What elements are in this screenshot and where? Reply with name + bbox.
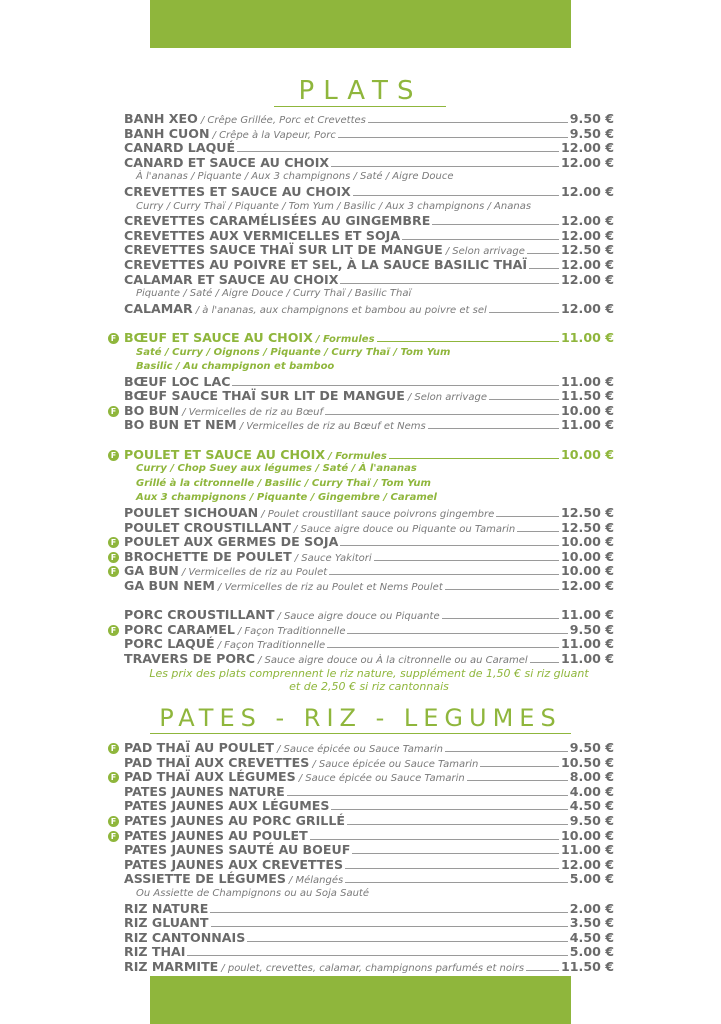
price-leader-line [374, 560, 559, 561]
price-leader-line [529, 268, 559, 269]
menu-item-description: / Sauce épicée ou Sauce Tamarin [312, 758, 479, 770]
price-leader-line [527, 253, 559, 254]
menu-item-name: GA BUN [124, 563, 179, 579]
price-leader-line [329, 574, 559, 575]
menu-item-description: / Selon arrivage [445, 246, 525, 258]
menu-item [124, 785, 614, 800]
menu-item-price: 3.50 € [569, 915, 614, 931]
menu-item-description: / à l'ananas, aux champignons et bambou au poivre et sel [195, 304, 487, 316]
formule-badge-icon: F [108, 537, 119, 548]
menu-item-description: / Sauce aigre douce ou Piquante [277, 611, 440, 623]
menu-item-name: PAD THAÏ AU POULET [124, 740, 274, 755]
menu-item-name: CALAMAR ET SAUCE AU CHOIX [124, 271, 339, 287]
menu-item [110, 402, 614, 419]
menu-item-name: PORC CROUSTILLANT [124, 607, 275, 623]
menu-item-description: / Vermicelles de riz au Poulet [181, 567, 328, 579]
menu-item [124, 506, 614, 521]
price-leader-line [442, 618, 559, 619]
menu-item [110, 329, 614, 346]
menu-item [124, 608, 614, 623]
price-leader-line [347, 633, 567, 634]
menu-item-price: 12.00 € [561, 154, 614, 170]
price-leader-line [489, 312, 559, 313]
price-leader-line [352, 853, 559, 854]
price-leader-line [331, 809, 567, 810]
menu-item-price: 12.50 € [561, 242, 614, 258]
price-leader-line [526, 970, 559, 971]
menu-item-name: CANARD LAQUÉ [124, 140, 236, 156]
price-leader-line [237, 151, 559, 152]
pates-section [110, 740, 614, 975]
menu-item [124, 302, 614, 317]
menu-item-description: / Crêpe à la Vapeur, Porc [212, 129, 336, 141]
bottom-banner [150, 976, 571, 1024]
menu-item [124, 243, 614, 258]
plats-group-beef [110, 329, 614, 433]
menu-item [124, 916, 614, 931]
menu-item-name: TRAVERS DE PORC [124, 650, 255, 666]
price-leader-line [211, 926, 568, 927]
menu-item-description: / Crêpe Grillée, Porc et Crevettes [200, 115, 366, 126]
menu-item-name: CALAMAR [124, 300, 193, 316]
menu-item [110, 769, 614, 785]
menu-item-price: 11.50 € [561, 958, 614, 974]
price-leader-line [331, 166, 559, 167]
menu-item [110, 812, 614, 829]
menu-item [124, 872, 614, 887]
menu-item-name: CREVETTES AU POIVRE ET SEL, À LA SAUCE BASILIC THAÏ [124, 256, 528, 272]
menu-item-options: Aux 3 champignons / Piquante / Gingembre / Caramel [136, 492, 437, 504]
price-leader-line [489, 399, 559, 400]
menu-item-description: / Formules [315, 333, 375, 345]
menu-item [110, 827, 614, 844]
price-leader-line [345, 882, 568, 883]
price-leader-line [445, 589, 559, 590]
menu-item-price: 12.50 € [561, 505, 614, 521]
plats-group-chicken [110, 446, 614, 594]
menu-item-price: 10.00 € [561, 446, 614, 462]
menu-item-name: RIZ CANTONNAIS [124, 929, 246, 945]
menu-item-price: 9.50 € [569, 812, 614, 828]
menu-item-name: POULET SICHOUAN [124, 505, 259, 521]
formule-badge-icon: F [108, 552, 119, 563]
menu-item [124, 127, 614, 142]
formule-badge-icon: F [108, 772, 119, 783]
menu-item-price: 11.00 € [561, 607, 614, 623]
formule-badge-icon: F [108, 743, 119, 754]
menu-item [124, 858, 614, 873]
menu-item-options: Curry / Chop Suey aux légumes / Saté / À l'ananas [136, 463, 417, 475]
menu-item-price: 10.00 € [561, 548, 614, 564]
menu-item [124, 389, 614, 404]
menu-item-description: / Poulet croustillant sauce poivrons gingembre [261, 509, 495, 521]
formule-badge-icon: F [108, 333, 119, 344]
menu-item [124, 375, 614, 390]
menu-item [124, 258, 614, 273]
menu-item [124, 799, 614, 814]
menu-item-price: 2.00 € [569, 900, 614, 916]
menu-item-description: / Sauce épicée ou Sauce Tamarin [298, 773, 465, 785]
plats-group-seafood [124, 112, 614, 316]
pates-heading-underline [150, 733, 571, 734]
menu-item [124, 945, 614, 960]
menu-item-price: 5.00 € [569, 944, 614, 960]
price-leader-line [377, 341, 559, 342]
menu-item-description: / Sauce aigre douce ou À la citronnelle ou au Caramel [258, 654, 528, 666]
menu-item-price: 12.00 € [561, 856, 614, 872]
menu-item-price: 12.00 € [561, 183, 614, 199]
menu-item-name: BANH XEO [124, 111, 198, 126]
menu-item-name: PAD THAÏ AUX CREVETTES [124, 754, 310, 770]
menu-item-name: PATES JAUNES NATURE [124, 783, 285, 799]
menu-item-name: BANH CUON [124, 125, 210, 141]
menu-item-name: CANARD ET SAUCE AU CHOIX [124, 154, 330, 170]
price-leader-line [325, 414, 559, 415]
menu-item [124, 902, 614, 917]
menu-item-name: BO BUN [124, 402, 180, 418]
menu-item-price: 11.50 € [561, 388, 614, 404]
menu-item [124, 521, 614, 536]
price-leader-line [338, 137, 568, 138]
menu-item-name: PAD THAÏ AUX LÉGUMES [124, 769, 296, 785]
menu-item [124, 960, 614, 975]
price-leader-line [389, 458, 559, 459]
menu-item-price: 9.50 € [569, 125, 614, 141]
menu-item-description: / Sauce épicée ou Sauce Tamarin [276, 744, 443, 755]
menu-item-name: POULET AUX GERMES DE SOJA [124, 534, 339, 550]
price-leader-line [210, 912, 567, 913]
menu-item [124, 652, 614, 667]
menu-item-price: 12.00 € [561, 213, 614, 229]
menu-item-name: GA BUN NEM [124, 578, 215, 593]
menu-item-name: BO BUN ET NEM [124, 417, 237, 433]
formule-badge-icon: F [108, 625, 119, 636]
menu-item-name: RIZ THAI [124, 944, 186, 960]
menu-item-price: 12.50 € [561, 519, 614, 535]
menu-item-name: PATES JAUNES AU POULET [124, 827, 308, 843]
menu-item [124, 579, 614, 594]
menu-item-price: 11.00 € [561, 636, 614, 652]
menu-item [124, 418, 614, 433]
top-banner [150, 0, 571, 48]
price-leader-line [517, 531, 559, 532]
menu-item-name: POULET CROUSTILLANT [124, 519, 291, 535]
menu-item-description: / Mélangés [288, 875, 344, 887]
menu-item-description: / Vermicelles de riz au Bœuf [182, 406, 324, 418]
menu-item-name: CREVETTES ET SAUCE AU CHOIX [124, 183, 351, 199]
menu-item [124, 637, 614, 652]
formule-badge-icon: F [108, 566, 119, 577]
price-leader-line [432, 224, 559, 225]
menu-item-price: 11.00 € [561, 329, 614, 345]
formule-badge-icon: F [108, 831, 119, 842]
plats-heading-underline [274, 106, 446, 107]
menu-item-price: 11.00 € [561, 417, 614, 433]
menu-item-name: RIZ NATURE [124, 900, 209, 916]
price-leader-line [232, 385, 559, 386]
menu-item [110, 534, 614, 550]
price-leader-line [345, 868, 559, 869]
menu-item [110, 446, 614, 463]
menu-item-description: / Formules [328, 450, 387, 462]
price-leader-line [353, 195, 559, 196]
price-leader-line [368, 122, 568, 123]
menu-item-price: 10.00 € [561, 827, 614, 843]
menu-item-price: 11.00 € [561, 650, 614, 666]
price-leader-line [327, 647, 559, 648]
menu-item [124, 273, 614, 288]
menu-item-description: / Selon arrivage [407, 392, 487, 404]
menu-item-price: 9.50 € [569, 740, 614, 755]
menu-item-price: 12.00 € [561, 578, 614, 593]
menu-item-price: 5.00 € [569, 871, 614, 887]
pates-heading: PATES - RIZ - LEGUMES [159, 704, 562, 732]
menu-item-price: 4.50 € [569, 929, 614, 945]
menu-item-description: / Vermicelles de riz au Bœuf et Nems [239, 421, 426, 433]
pates-items [110, 740, 614, 975]
plats-heading: PLATS [298, 76, 423, 106]
menu-item-price: 12.00 € [561, 271, 614, 287]
menu-item-description: / Sauce Yakitori [294, 552, 372, 564]
menu-item-description: / Vermicelles de riz au Poulet et Nems Poulet [217, 582, 443, 593]
menu-item-name: CREVETTES AUX VERMICELLES ET SOJA [124, 227, 401, 243]
menu-item-name: RIZ MARMITE [124, 958, 219, 974]
price-leader-line [310, 839, 559, 840]
menu-item-name: PATES JAUNES SAUTÉ AU BOEUF [124, 842, 351, 858]
price-leader-line [496, 516, 559, 517]
menu-item-name: CREVETTES SAUCE THAÏ SUR LIT DE MANGUE [124, 242, 443, 258]
price-leader-line [428, 428, 559, 429]
rice-note-line-1: Les prix des plats comprennent le riz nature, supplément de 1,50 € si riz gluant [149, 666, 589, 680]
price-leader-line [480, 766, 559, 767]
menu-item-options: Saté / Curry / Oignons / Piquante / Curry Thaï / Tom Yum [136, 346, 451, 358]
price-leader-line [445, 751, 568, 752]
menu-item [110, 548, 614, 565]
menu-item-price: 12.00 € [561, 227, 614, 243]
menu-item-name: BŒUF LOC LAC [124, 373, 231, 389]
menu-item-name: POULET ET SAUCE AU CHOIX [124, 446, 326, 462]
menu-item-name: CREVETTES CARAMÉLISÉES AU GINGEMBRE [124, 213, 431, 229]
menu-item-description: / Façon Traditionnelle [217, 640, 326, 652]
menu-item [124, 112, 614, 127]
price-leader-line [530, 662, 559, 663]
menu-item-options: Grillé à la citronnelle / Basilic / Curry Thaï / Tom Yum [136, 477, 431, 489]
menu-item-name: ASSIETTE DE LÉGUMES [124, 871, 286, 887]
price-leader-line [187, 955, 567, 956]
menu-item [124, 931, 614, 946]
menu-item [124, 156, 614, 171]
plats-section [110, 111, 614, 694]
price-leader-line [467, 780, 568, 781]
menu-item-name: PORC LAQUÉ [124, 636, 215, 652]
menu-item-options: Basilic / Au champignon et bamboo [136, 361, 335, 373]
menu-item-price: 10.00 € [561, 534, 614, 550]
menu-item-description: / poulet, crevettes, calamar, champignons parfumés et noirs [221, 962, 525, 974]
menu-item-price: 9.50 € [569, 111, 614, 126]
menu-item-price: 11.00 € [561, 842, 614, 858]
price-leader-line [347, 824, 568, 825]
menu-item-name: PATES JAUNES AUX CREVETTES [124, 856, 344, 872]
menu-item-price: 12.00 € [561, 300, 614, 316]
formule-badge-icon: F [108, 406, 119, 417]
menu-item-name: BROCHETTE DE POULET [124, 548, 292, 564]
menu-item-name: RIZ GLUANT [124, 915, 209, 931]
formule-badge-icon: F [108, 816, 119, 827]
menu-item [110, 740, 614, 756]
menu-item-name: BŒUF ET SAUCE AU CHOIX [124, 329, 313, 345]
menu-item-name: PATES JAUNES AU PORC GRILLÉ [124, 812, 345, 828]
menu-item-price: 8.00 € [569, 769, 614, 785]
menu-item [124, 141, 614, 156]
menu-item [124, 185, 614, 200]
price-leader-line [247, 941, 567, 942]
rice-note-line-2: et de 2,50 € si riz cantonnais [289, 680, 449, 694]
price-leader-line [402, 239, 559, 240]
menu-item-options: Curry / Curry Thaï / Piquante / Tom Yum / Basilic / Aux 3 champignons / Ananas [136, 200, 532, 212]
menu-item-name: PATES JAUNES AUX LÉGUMES [124, 798, 330, 814]
price-leader-line [340, 545, 559, 546]
menu-item-price: 10.00 € [561, 563, 614, 579]
menu-item-name: PORC CARAMEL [124, 621, 235, 637]
menu-item-price: 12.00 € [561, 140, 614, 156]
menu-item-price: 9.50 € [569, 621, 614, 637]
menu-item-options: Ou Assiette de Champignons ou au Soja Sauté [136, 887, 369, 899]
menu-item [124, 843, 614, 858]
formule-badge-icon: F [108, 450, 119, 461]
menu-item-description: / Sauce aigre douce ou Piquante ou Tamarin [293, 523, 516, 535]
menu-item [110, 563, 614, 579]
menu-item-name: BŒUF SAUCE THAÏ SUR LIT DE MANGUE [124, 388, 405, 404]
menu-item-description: / Façon Traditionnelle [237, 625, 346, 637]
menu-item-options: À l'ananas / Piquante / Aux 3 champignons / Saté / Aigre Douce [136, 171, 454, 183]
menu-item-options: Piquante / Saté / Aigre Douce / Curry Thaï / Basilic Thaï [136, 288, 412, 300]
price-leader-line [340, 283, 559, 284]
menu-item [110, 621, 614, 638]
menu-item-price: 12.00 € [561, 256, 614, 272]
plats-group-pork [110, 607, 614, 666]
menu-item-price: 11.00 € [561, 373, 614, 389]
menu-item-price: 4.50 € [569, 798, 614, 814]
menu-item-price: 10.50 € [561, 754, 614, 770]
menu-item [124, 229, 614, 244]
menu-item [124, 214, 614, 229]
menu-item-price: 4.00 € [569, 783, 614, 799]
menu-item [124, 756, 614, 771]
menu-item-price: 10.00 € [561, 402, 614, 418]
price-leader-line [287, 795, 568, 796]
